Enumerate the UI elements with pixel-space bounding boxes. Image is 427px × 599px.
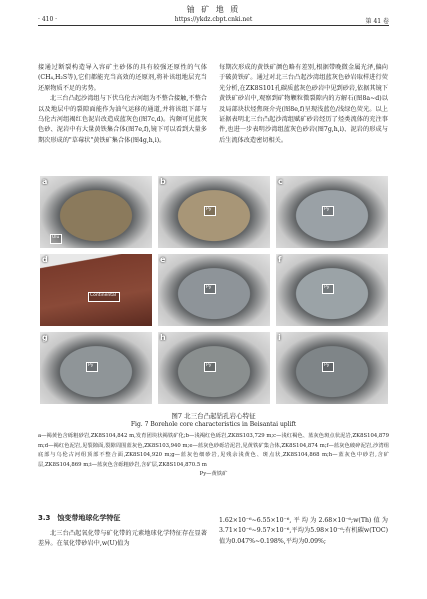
annotation-text: Py [88, 363, 94, 368]
paragraph: 接通过断裂构造导入容矿主砂体的具有较强还原性的气体(CH₄,H₂S等),它们都能充当高效的还原剂,将补该组地层充当还原物质不足的劣势。 [38, 64, 207, 92]
section-heading: 3.3 蚀变带地球化学特征 [38, 514, 121, 522]
figure-panel-d [40, 254, 152, 326]
figure-panel-a [40, 176, 152, 248]
figure-caption-cn: 图7 北三台凸起钻孔岩心特征 [171, 412, 256, 420]
panel-label: c [278, 177, 283, 186]
header-rule [38, 25, 389, 26]
annotation-text: Continental [90, 293, 117, 298]
annotation-box [204, 284, 216, 294]
annotation-text: Py [206, 285, 212, 290]
paragraph: 北三台凸起氧化带与矿化带的元素地球化学特征存在显著差异。在氧化带砂岩中,w(U)值为 [38, 530, 207, 548]
panel-label: e [160, 255, 166, 264]
figure-7 [40, 176, 388, 408]
left-column-bottom [38, 529, 207, 550]
panel-label: d [42, 255, 48, 264]
figure-panel-i [276, 332, 388, 404]
annotation-box [86, 362, 98, 372]
annotation-text: Py [324, 207, 330, 212]
paragraph: 1.62×10⁻⁶~6.55×10⁻⁶,平均为2.68×10⁻⁶;w(Th)值为3.71×10⁻⁶~9.57×10⁻⁶,平均为5.98×10⁻⁶;有机碳w(TOC)值为0.047%~0.198%,平均为0.09%; [219, 517, 388, 545]
paragraph: 每期次形成的黄铁矿颜色略有差别,根据带晚微金属光泽,偏向于破黄铁矿。通过对北三台凸起沙湾组蓝灰色砂岩取样进行荧光分析,在ZK8S101孔碳质蓝灰色砂岩中见到砂岩,依据其镜下黄铁矿砂岩中,观察到矿物颗粒微裂隙内的方解石(图8a~d)以及局部块状烃焦斑介壳(图8e,f)呈现浅蓝色/浅绿色荧光。以上证据表明北三台凸起沙湾组赋矿砂岩经历了烃类流体的充注事件,也进一步表明沙湾组蓝灰色砂岩(图7g,h,i)、泥岩的形成与后生流体改造密切相关。 [219, 64, 388, 144]
figure-caption-en: Fig. 7 Borehole core characteristics in Beisantai uplift [130, 421, 297, 428]
right-column-top [219, 63, 388, 146]
panel-label: i [278, 333, 281, 342]
annotation-text: Py [324, 285, 330, 290]
annotation-text: Py [206, 207, 212, 212]
annotation-box [88, 292, 120, 302]
panel-label: g [42, 333, 48, 342]
figure-legend [38, 432, 389, 480]
annotation-box [50, 234, 62, 244]
annotation-box [322, 362, 334, 372]
journal-title: 铀 矿 地 质 [186, 5, 241, 14]
left-column-top [38, 63, 207, 146]
figure-panel-h [158, 332, 270, 404]
figure-panel-e [158, 254, 270, 326]
volume-label: 第 41 卷 [365, 18, 389, 25]
page-number: · 410 · [38, 16, 58, 23]
journal-url: https://ykdz.cbpt.cnki.net [174, 16, 253, 23]
figure-panel-b [158, 176, 270, 248]
annotation-box [322, 206, 334, 216]
legend-text: a—褐黄色含砾粗砂岩,ZK8S104,842 m,发育团块状褐铁矿化;b—浅褐红色砾岩,ZK8S103,729 m;c—浅红褐色、蓝灰色斑点状泥岩,ZK8S104,879 m;d—褐红色泥岩,见裂隙面,裂隙周围蓝灰色,ZK8S103,940 m;e—蓝灰色砂砾岩泥岩,见黄铁矿集合体,ZK8S104,874 m;f—蓝灰色破碎泥岩,沙湾组底部与乌伦古河组顶部不整合面,ZK8S104,920 m;g—蓝灰色细砂岩,见残余浅黄色、斑点状,ZK8S104,868 m;h—蓝灰色中砂岩,含矿层,ZK8S104,869 m;i—蓝灰色含砾粗砂岩,含矿层,ZK8S104,870.5 m [38, 433, 389, 468]
paragraph: 北三台凸起沙湾组与下伏乌伦古河组为不整合接触,不整合以及地层中的裂隙面能作为油气运移的通道,并将该组下部与乌伦古河组褐红色泥岩改造成蓝灰色(图7c,d)。沟颇可见蓝灰色砂、泥岩中有大量黄铁集合体(图7e,f),镜下可以看到大量多期次形成的"草莓状"黄铁矿集合体(图4g,h,i)。 [38, 95, 207, 144]
annotation-box [322, 284, 334, 294]
panel-label: a [42, 177, 48, 186]
annotation-text: Ulu [52, 235, 60, 240]
figure-panel-g [40, 332, 152, 404]
annotation-box [204, 362, 216, 372]
annotation-box [204, 206, 216, 216]
legend-abbrev: Py—黄铁矿 [199, 471, 228, 478]
annotation-text: Py [324, 363, 330, 368]
figure-panel-f [276, 254, 388, 326]
right-column-bottom [219, 516, 388, 547]
panel-label: f [278, 255, 282, 264]
figure-panel-c [276, 176, 388, 248]
annotation-text: Py [206, 363, 212, 368]
panel-label: b [160, 177, 166, 186]
panel-label: h [160, 333, 166, 342]
